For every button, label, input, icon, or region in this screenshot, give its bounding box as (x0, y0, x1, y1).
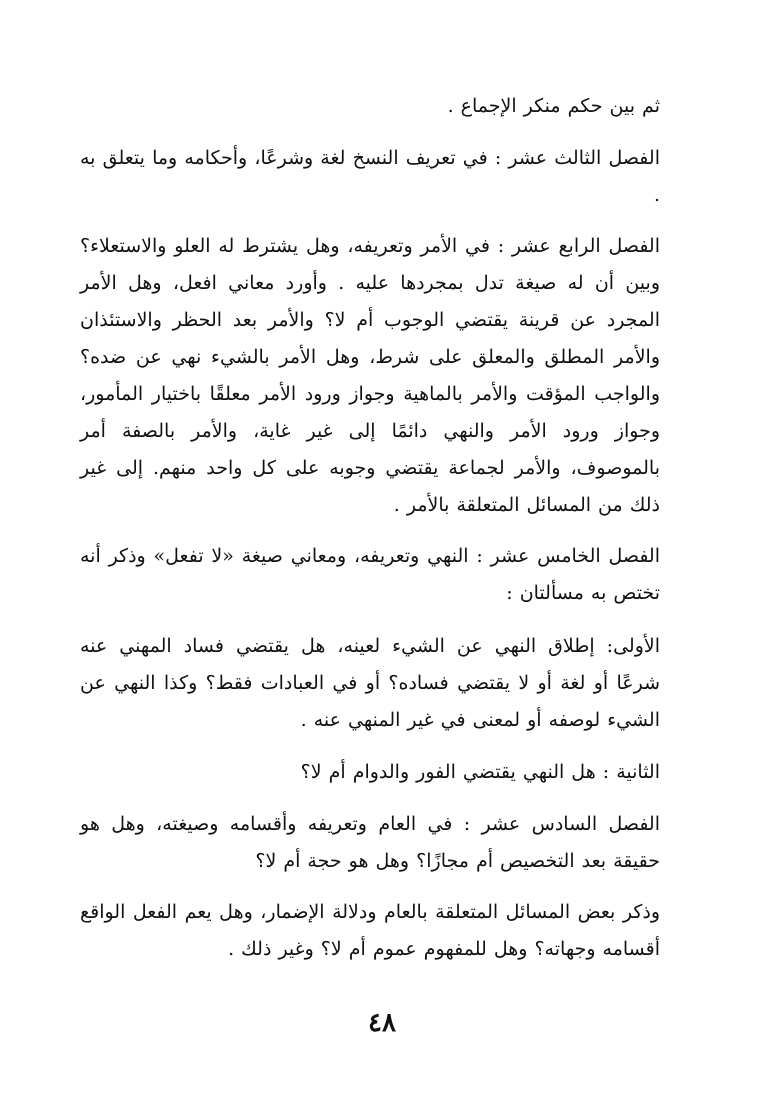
paragraph-text: وذكر بعض المسائل المتعلقة بالعام ودلالة الإضمار، وهل يعم الفعل الواقع أقسامه وجهاته؟ وهل للمفهوم عموم أم لا؟ وغير ذلك . (80, 901, 660, 960)
paragraph-chapter-15-prohibition (80, 538, 660, 612)
paragraph-chapter-14-command (80, 228, 660, 524)
paragraph-chapter-16-general (80, 806, 660, 880)
paragraph-text: الفصل الخامس عشر : النهي وتعريفه، ومعاني صيغة «لا تفعل» وذكر أنه تختص به مسألتان : (80, 545, 660, 604)
paragraph-text: الثانية : هل النهي يقتضي الفور والدوام أم لا؟ (300, 761, 660, 783)
paragraph-text: ثم بين حكم منكر الإجماع . (447, 95, 660, 117)
paragraph-chapter-13-abrogation (80, 140, 660, 214)
paragraph-text: الفصل السادس عشر : في العام وتعريفه وأقسامه وصيغته، وهل هو حقيقة بعد التخصيص أم مجازًا؟ وهل هو حجة أم لا؟ (80, 813, 660, 872)
paragraph-second-issue (80, 754, 660, 791)
paragraph-text: الفصل الثالث عشر : في تعريف النسخ لغة وشرعًا، وأحكامه وما يتعلق به . (80, 147, 660, 206)
paragraph-ijma-ruling (80, 88, 660, 125)
paragraph-general-issues (80, 894, 660, 968)
paragraph-text: الفصل الرابع عشر : في الأمر وتعريفه، وهل يشترط له العلو والاستعلاء؟ وبين أن له صيغة تدل بمجردها عليه . وأورد معاني افعل، وهل الأمر المجرد عن قرينة يقتضي الوجوب أم لا؟ والأمر بعد الحظر والاستئذان والأمر المطلق والمعلق على شرط، وهل الأمر بالشيء نهي عن ضده؟ والواجب المؤقت والأمر بالماهية وجواز ورود الأمر معلقًا باختيار المأمور، وجواز ورود الأمر والنهي دائمًا إلى غير غاية، والأمر بالصفة أمر بالموصوف، والأمر لجماعة يقتضي وجوبه على كل واحد منهم. إلى غير ذلك من المسائل المتعلقة بالأمر . (80, 235, 660, 516)
paragraph-first-issue (80, 628, 660, 739)
page-number: ٤٨ (368, 1008, 396, 1038)
paragraph-text: الأولى: إطلاق النهي عن الشيء لعينه، هل يقتضي فساد المهني عنه شرعًا أو لغة أو لا يقتضي فساده؟ أو في العبادات فقط؟ وكذا النهي عن الشيء لوصفه أو لمعنى في غير المنهي عنه . (80, 635, 660, 731)
